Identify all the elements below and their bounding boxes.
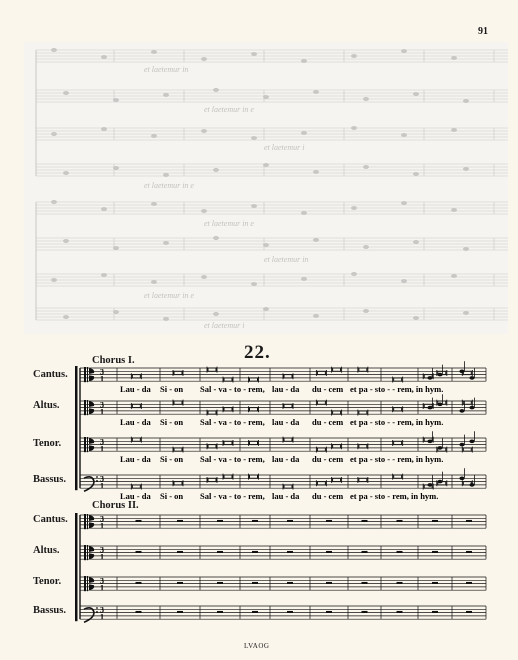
c-clef-icon [84,576,86,591]
note-filled [469,406,474,410]
note-filled [437,373,442,377]
whole-rest [466,611,472,613]
faded-note [213,168,219,172]
faded-note [313,170,319,174]
note-breve [250,408,258,411]
faded-note [51,132,57,136]
faded-previous-page [24,42,508,334]
faded-lyric: et laetemur i [264,143,305,152]
note-filled [469,376,474,380]
faded-note [363,165,369,169]
note-breve [463,448,471,451]
whole-rest [217,551,223,553]
faded-note [463,311,469,315]
faded-note [163,317,169,321]
faded-note [251,204,257,208]
time-signature-top: 3 [100,474,104,484]
note-filled [427,406,432,410]
note-breve [224,408,232,411]
whole-rest [362,551,368,553]
faded-note [201,129,207,133]
lyric-syllables: Lau - da [120,384,151,395]
lyric-syllables: et pa - sto - - rem, in hym. [350,454,444,465]
whole-rest [287,611,293,613]
c-clef-icon [84,514,86,529]
whole-rest [252,551,258,553]
lyric-syllables: du - cem [312,454,344,465]
faded-note [213,88,219,92]
note-breve [208,478,216,481]
faded-note [413,172,419,176]
whole-rest [466,582,472,584]
f-clef-dot [96,480,98,482]
faded-note [163,93,169,97]
time-signature-bottom: 1 [100,481,104,491]
faded-note [313,90,319,94]
part-label-cantus-1: Cantus. [33,369,68,380]
whole-rest [287,551,293,553]
part-label-tenor-2: Tenor. [33,576,62,587]
note-breve [394,475,402,478]
part-label-altus-1: Altus. [33,400,60,411]
lyric-syllables: lau - da [272,454,300,465]
note-breve [333,368,341,371]
f-clef-icon [84,608,94,622]
lyric-syllables: du - cem [312,384,344,395]
note-filled [459,477,464,481]
lyric-syllables: et pa - sto - - rem, in hym. [350,384,444,395]
time-signature-bottom: 1 [100,407,104,417]
note-breve [394,378,402,381]
whole-rest [466,520,472,522]
faded-note [63,239,69,243]
note-breve [359,478,367,481]
note-breve [394,441,402,444]
whole-rest [326,520,332,522]
faded-note [51,48,57,52]
c-clef-icon [87,437,88,452]
faded-note [301,59,307,63]
faded-note [63,91,69,95]
lyric-syllables: lau - da [272,384,300,395]
faded-note [151,280,157,284]
c-clef-icon [87,514,88,529]
note-breve [394,408,402,411]
time-signature-bottom: 1 [100,521,104,531]
whole-rest [252,582,258,584]
faded-note [401,279,407,283]
faded-note [151,134,157,138]
faded-note [101,273,107,277]
lyric-syllables: du - cem [312,491,344,502]
time-signature-top: 3 [100,545,104,555]
faded-note [301,277,307,281]
lyric-syllables: Sal - va - to - rem, [200,384,265,395]
faded-note [401,201,407,205]
whole-rest [177,520,183,522]
note-filled [459,409,464,413]
part-label-tenor-1: Tenor. [33,438,62,449]
faded-note [301,131,307,135]
whole-rest [326,551,332,553]
faded-note [263,95,269,99]
note-filled [437,446,442,450]
note-breve [174,401,182,404]
lyric-syllables: du - cem [312,417,344,428]
whole-rest [432,551,438,553]
note-breve [359,445,367,448]
part-label-cantus-2: Cantus. [33,514,68,525]
note-filled [427,483,432,487]
note-breve [284,485,292,488]
time-signature-bottom: 1 [100,612,104,622]
note-breve [284,375,292,378]
faded-note [401,133,407,137]
note-filled [437,480,442,484]
time-signature-bottom: 1 [100,583,104,593]
faded-note [63,315,69,319]
note-filled [437,403,442,407]
faded-note [451,208,457,212]
faded-note [401,49,407,53]
note-breve [250,475,258,478]
faded-note [151,202,157,206]
faded-lyric: et laetemur in [264,255,309,264]
faded-note [213,236,219,240]
faded-note [251,52,257,56]
faded-note [201,209,207,213]
whole-rest [252,520,258,522]
note-breve [317,448,325,451]
footer-mark: LVAOG [244,642,270,650]
whole-rest [136,611,142,613]
whole-rest [397,611,403,613]
note-filled [427,376,432,380]
note-breve [333,445,341,448]
note-breve [333,478,341,481]
whole-rest [217,582,223,584]
whole-rest [217,520,223,522]
chorus-1-bracket [75,366,78,490]
faded-note [101,55,107,59]
note-breve [208,411,216,414]
c-clef-icon [84,545,86,560]
f-clef-dot [96,611,98,613]
faded-note [101,127,107,131]
time-signature-top: 3 [100,367,104,377]
note-breve [224,378,232,381]
note-breve [132,438,140,441]
faded-note [351,126,357,130]
time-signature-top: 3 [100,437,104,447]
whole-rest [432,611,438,613]
faded-note [163,173,169,177]
faded-note [463,99,469,103]
f-clef-dot [96,476,98,478]
page-number: 91 [478,26,488,37]
note-filled [427,440,432,444]
whole-rest [136,582,142,584]
note-breve [359,411,367,414]
faded-note [413,316,419,320]
time-signature-top: 3 [100,605,104,615]
whole-rest [397,551,403,553]
whole-rest [136,520,142,522]
faded-note [263,163,269,167]
faded-lyric: et laetemur in e [204,105,254,114]
faded-note [363,309,369,313]
note-filled [469,440,474,444]
c-clef-icon [84,367,86,382]
faded-note [451,128,457,132]
time-signature-bottom: 1 [100,374,104,384]
whole-rest [326,611,332,613]
whole-rest [252,611,258,613]
faded-lyric: et laetemur in e [144,291,194,300]
faded-note [113,98,119,102]
note-breve [132,375,140,378]
chorus-2-bracket [75,513,78,621]
lyric-syllables: Sal - va - to - rem, [200,454,265,465]
whole-rest [432,520,438,522]
note-breve [132,485,140,488]
faded-lyric: et laetemur i [204,321,245,330]
note-breve [317,371,325,374]
whole-rest [362,520,368,522]
lyric-syllables: Sal - va - to - rem, [200,491,265,502]
faded-lyric: et laetemur in e [204,219,254,228]
faded-note [213,312,219,316]
lyric-syllables: Lau - da [120,454,151,465]
faded-note [51,200,57,204]
note-filled [459,370,464,374]
note-breve [174,448,182,451]
whole-rest [217,611,223,613]
c-clef-icon [87,545,88,560]
note-breve [174,482,182,485]
whole-rest [287,520,293,522]
chorus-1-label: Chorus I. [92,355,135,366]
score-system [0,352,518,637]
c-clef-icon [84,400,86,415]
whole-rest [397,520,403,522]
note-breve [208,368,216,371]
faded-note [113,166,119,170]
faded-lyric: et laetemur in [144,65,189,74]
note-breve [359,368,367,371]
part-label-altus-2: Altus. [33,545,60,556]
lyric-syllables: et pa - sto - - rem, in hym. [350,417,444,428]
f-clef-icon [84,477,94,491]
faded-note [263,243,269,247]
faded-note [301,211,307,215]
part-label-bassus-1: Bassus. [33,474,66,485]
whole-rest [177,551,183,553]
faded-note [363,97,369,101]
note-breve [317,401,325,404]
note-breve [284,404,292,407]
part-label-bassus-2: Bassus. [33,605,66,616]
whole-rest [177,611,183,613]
lyric-syllables: Lau - da [120,417,151,428]
faded-note [151,50,157,54]
lyric-syllables: Si - on [160,417,184,428]
faded-note [351,272,357,276]
faded-note [113,246,119,250]
note-breve [463,371,471,374]
f-clef-dot [96,607,98,609]
lyric-syllables: Sal - va - to - rem, [200,417,265,428]
note-breve [250,378,258,381]
whole-rest [326,582,332,584]
c-clef-icon [87,367,88,382]
lyric-syllables: Lau - da [120,491,151,502]
whole-rest [466,551,472,553]
faded-note [451,274,457,278]
c-clef-icon [84,437,86,452]
time-signature-bottom: 1 [100,444,104,454]
faded-note [263,307,269,311]
faded-note [451,56,457,60]
faded-note [163,241,169,245]
note-breve [284,438,292,441]
note-filled [469,483,474,487]
faded-note [351,54,357,58]
faded-note [101,207,107,211]
faded-note [51,278,57,282]
c-clef-icon [87,576,88,591]
note-breve [333,411,341,414]
whole-rest [136,551,142,553]
faded-lyric: et laetemur in e [144,181,194,190]
note-breve [224,475,232,478]
lyric-syllables: lau - da [272,491,300,502]
faded-note [413,240,419,244]
faded-note [251,282,257,286]
faded-note [63,171,69,175]
piece-number: 22. [244,342,271,363]
faded-note [363,245,369,249]
faded-note [201,57,207,61]
whole-rest [362,611,368,613]
note-breve [250,441,258,444]
faded-note [313,238,319,242]
whole-rest [362,582,368,584]
time-signature-top: 3 [100,576,104,586]
faded-note [351,206,357,210]
whole-rest [177,582,183,584]
lyric-syllables: Si - on [160,491,184,502]
faded-note [463,247,469,251]
note-filled [459,443,464,447]
faded-note [313,314,319,318]
time-signature-bottom: 1 [100,552,104,562]
faded-note [251,136,257,140]
lyric-syllables: lau - da [272,417,300,428]
note-breve [224,441,232,444]
whole-rest [432,582,438,584]
lyric-syllables: et pa - sto - rem, in hym. [350,491,439,502]
faded-note [113,310,119,314]
faded-note [463,167,469,171]
c-clef-icon [87,400,88,415]
faded-note [201,275,207,279]
note-breve [317,482,325,485]
whole-rest [397,582,403,584]
note-breve [174,371,182,374]
faded-note [413,92,419,96]
time-signature-top: 3 [100,514,104,524]
faded-score-image [24,42,508,334]
chorus-2-label: Chorus II. [92,500,139,511]
lyric-syllables: Si - on [160,384,184,395]
lyric-syllables: Si - on [160,454,184,465]
whole-rest [287,582,293,584]
note-breve [208,445,216,448]
time-signature-top: 3 [100,400,104,410]
note-breve [132,404,140,407]
